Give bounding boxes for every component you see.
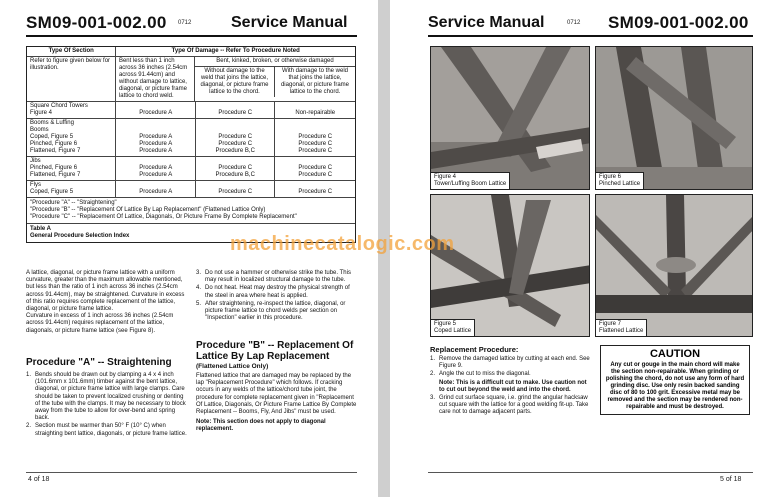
table-col3-desc: Without damage to the weld that joins the lattice, diagonal, or picture frame lattice to the chord. [195,67,275,97]
table-cell: Procedure C Procedure C Procedure C [298,134,333,154]
caution-box [600,345,750,415]
list-item: 3. Do not use a hammer or otherwise strike the tube. This may result in localized structural damage to the tube. [196,270,351,284]
footer-rule [428,472,753,473]
legend-b: "Procedure "B" -- "Replacement Of Lattice By Lap Replacement" (Flattened Lattice Only) [30,207,266,213]
list-item: 2. Angle the cut to miss the diagonal. [430,371,531,378]
table-cell: Procedure C Procedure C [298,165,333,178]
intro-paragraph: A lattice, diagonal, or picture frame lattice with a uniform curvature, greater than the maximum allowable mentioned, but less than the ratio of 1 inch across 36 inches (2.54cm across 91.44cm), may be straightened. Curvature in excess of this ratio requires complete replacement of the lattice, diagonal, or picture frame lattice. Curvature in excess of 1 inch across 36 inches (2.54cm across 91.44cm) requires replacement of the lattice, diagonals, or picture frame lattice (see Figure 8). [26,270,185,334]
list-item: 1. Remove the damaged lattice by cutting at each end. See Figure 9. [430,356,590,370]
figure-6-caption: Figure 6 Pinched Lattice [596,172,644,189]
list-item: 2. Section must be warmer than 50° F (10° C) when straighting bent lattice, diagonals, or picture frame lattice. [26,423,187,437]
figure-4-caption: Figure 4 Tower/Luffing Boom Lattice [431,172,510,189]
table-header-damage: Type Of Damage -- Refer To Procedure Noted [171,48,300,54]
table-cell: Flys Coped, Figure 5 [27,181,116,197]
table-row [27,119,355,157]
table-bent-head: Bent, kinked, broken, or otherwise damaged [195,57,355,67]
lattice-photo-graphic [596,195,753,337]
lattice-photo-graphic [431,47,590,190]
figure-4-photo [430,46,590,190]
revision: 0712 [567,20,581,26]
table-cell: Procedure A [116,181,196,197]
procedure-b-note: Note: This section does not apply to diagonal replacement. [196,419,326,433]
procedure-a-steps-cont [196,270,358,323]
caution-title: CAUTION [649,348,701,360]
page-number: 4 of 18 [28,476,50,483]
figure-7-caption: Figure 7 Flattened Lattice [596,319,647,336]
caution-text: Any cut or gouge in the main chord will make the section non-repairable. When grinding or polishing the chord, do not use any form of hard grinding disc. Use only resin backed sanding disc of 80 to 100 grit. Excessive metal may be removed and the section may be rendered non-repairable and must be destroyed. [605,362,745,410]
revision: 0712 [178,20,192,26]
lattice-photo-graphic [431,195,590,337]
legend-c: "Procedure "C" -- "Replacement Of Lattice, Diagonals, Or Picture Frame By Complete Replacement" [30,214,297,220]
table-cell: Jibs Pinched, Figure 6 Flattened, Figure 7 [27,157,116,180]
table-col4-desc: With damage to the weld that joins the lattice, diagonal, or picture frame lattice to the chord. [280,68,350,95]
procedure-b-subtitle: (Flattened Lattice Only) [196,363,269,370]
table-row [27,102,355,119]
table-intro: Refer to figure given below for illustration. [27,57,116,101]
table-cell: Procedure C [196,102,276,118]
list-item: 4. Do not heat. Heat may destroy the physical strength of the steel in area where heat is applied. [196,285,350,299]
list-item: 5. After straightening, re-inspect the lattice, diagonal, or picture frame lattice to chord welds per section on "Inspection" earlier in this procedure. [196,300,346,322]
table-cell: Square Chord Towers Figure 4 [27,102,116,118]
header-rule [26,35,357,37]
figure-5-photo [430,194,590,337]
table-cell: Procedure A [116,102,196,118]
procedure-a-title: Procedure "A" -- Straightening [26,357,172,368]
table-header-type: Type Of Section [27,47,116,56]
figure-7-photo [595,194,753,337]
table-row [27,157,355,181]
table-cell: Non-repairable [295,110,336,116]
table-cell: Procedure A Procedure A [116,157,196,180]
figure-5-caption: Figure 5 Coped Lattice [431,319,475,336]
procedure-b-title: Procedure "B" -- Replacement Of Lattice By Lap Replacement [196,340,354,362]
table-cell: Procedure C Procedure C Procedure B,C [196,119,276,156]
header-rule [428,35,753,37]
manual-title: Service Manual [428,14,545,31]
list-item: 1. Bends should be drawn out by clamping a 4 x 4 inch (101.6mm x 101.6mm) timber against the bent lattice, diagonal, or picture frame lattice with large clamps. Care should be taken to prevent localized crushing or denting of the tube with the clamps. It may be necessary to block away from the tube to allow for over-bend and spring back. [26,372,186,422]
procedure-b-paragraph: Flattened lattice that are damaged may be replaced by the lap "Replacement Procedure" which follows. If cracking occurs in any welds of the lattice/chord tube joint, the procedure for complete replacement given in "Replacement Of Lattice, Diagonals, Or Picture Frame Lattice By Complete Replacement -- Booms, Fly, And Jibs" must be used. Note: This section does not apply to diagonal replacement. [196,373,357,433]
table-col2-desc: Bent less than 1 inch across 36 inches (2.54cm across 91.44cm) and without damage to lattice, diagonal, or picture frame lattice to chord weld. [116,57,195,101]
table-cell: Procedure C [298,189,333,195]
table-cell: Procedure A Procedure A Procedure A [116,119,196,156]
table-row [27,181,355,198]
footer-rule [26,472,357,473]
legend-a: "Procedure "A" -- "Straightening" [30,200,117,206]
table-cell: Procedure C [196,181,276,197]
procedure-table [26,46,356,243]
table-cell: Booms & Luffing Booms Coped, Figure 5 Pinched, Figure 6 Flattened, Figure 7 [27,119,116,156]
table-cell: Procedure C Procedure B,C [196,157,276,180]
replacement-title: Replacement Procedure: [430,345,519,354]
procedure-a-steps [26,372,189,439]
replacement-steps [430,356,592,418]
table-legend [27,198,355,224]
manual-title: Service Manual [231,14,348,31]
page-number: 5 of 18 [720,476,742,483]
table-caption: Table A General Procedure Selection Index [30,226,130,239]
watermark: machinecatalogic.com [230,233,455,255]
list-item: Note: This is a difficult cut to make. Use caution not to cut out beyond the weld and into the chord. [439,379,587,393]
lattice-photo-graphic [596,47,753,190]
doc-number: SM09-001-002.00 [608,13,749,32]
figure-6-photo [595,46,753,190]
doc-number: SM09-001-002.00 [26,13,167,32]
list-item: 3. Grind cut surface square, i.e. grind the angular hacksaw cut square with the lattice for a good welding fit-up. Take care not to damage adjacent parts. [430,395,589,416]
